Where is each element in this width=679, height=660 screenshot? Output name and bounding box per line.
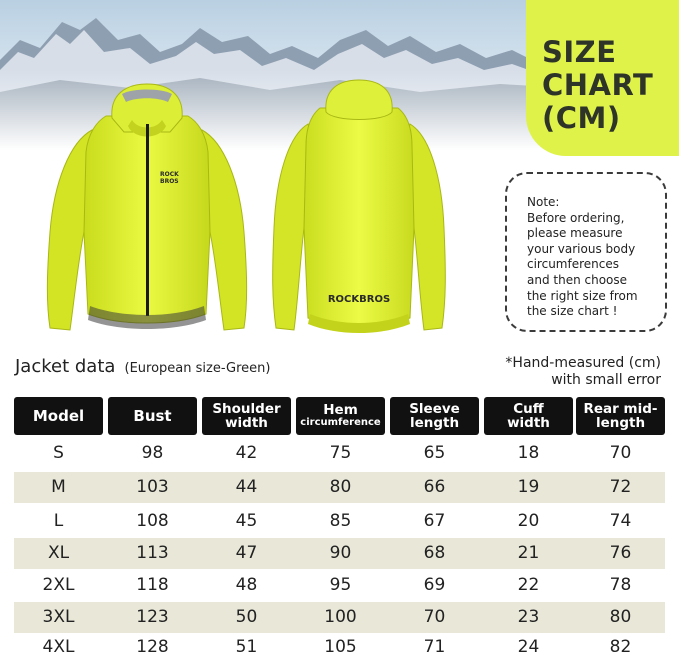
header-label: width [507, 415, 550, 431]
measurement-note [505, 355, 661, 389]
cell-model: 3XL [42, 607, 75, 627]
size-chart-badge [526, 0, 679, 156]
table-subtitle: (European size-Green) [124, 361, 271, 376]
cell-shoulder: 51 [235, 637, 258, 657]
cell-rear: 74 [609, 511, 632, 531]
table-title [15, 356, 270, 377]
cell-bust: 108 [136, 511, 169, 531]
cell-hem: 105 [324, 637, 357, 657]
cell-model: 2XL [42, 575, 75, 595]
header-shoulder-width [202, 397, 291, 435]
note-line: please measure [527, 226, 623, 241]
cell-hem: 95 [329, 575, 352, 595]
jacket-logo-front-line1: ROCK [160, 171, 179, 178]
cell-bust: 98 [141, 443, 164, 463]
table-row [0, 538, 679, 569]
cell-bust: 103 [136, 477, 169, 497]
note-line: the right size from [527, 288, 638, 303]
jacket-logo-front-line2: BROS [160, 178, 179, 185]
cell-cuff: 20 [517, 511, 540, 531]
cell-rear: 78 [609, 575, 632, 595]
header-hem-circumference [296, 397, 385, 435]
note-line: Before ordering, [527, 210, 625, 225]
table-row [0, 570, 679, 601]
note-line: Note: [527, 195, 560, 209]
cell-model: 4XL [42, 637, 75, 657]
cell-sleeve: 68 [423, 543, 446, 563]
header-label: Rear mid- [583, 401, 658, 417]
cell-model: S [53, 443, 64, 463]
measurement-note-line-1: *Hand-measured (cm) [505, 355, 661, 371]
cell-rear: 72 [609, 477, 632, 497]
note-line: and then choose [527, 272, 628, 287]
cell-bust: 113 [136, 543, 169, 563]
jacket-front-image [40, 82, 254, 340]
table-row [0, 602, 679, 633]
cell-cuff: 22 [517, 575, 540, 595]
cell-rear: 82 [609, 637, 632, 657]
table-row [0, 634, 679, 660]
cell-rear: 76 [609, 543, 632, 563]
cell-rear: 70 [609, 443, 632, 463]
cell-bust: 128 [136, 637, 169, 657]
table-row [0, 472, 679, 503]
header-label: circumference [300, 417, 381, 428]
table-row [0, 438, 679, 469]
cell-sleeve: 65 [423, 443, 446, 463]
cell-cuff: 24 [517, 637, 540, 657]
cell-shoulder: 42 [235, 443, 258, 463]
cell-model: XL [47, 543, 70, 563]
note-line: the size chart ! [527, 304, 618, 319]
cell-shoulder: 45 [235, 511, 258, 531]
header-label: Shoulder [212, 401, 281, 417]
badge-line-1: SIZE [542, 35, 617, 69]
cell-shoulder: 47 [235, 543, 258, 563]
cell-model: M [51, 477, 66, 497]
cell-sleeve: 71 [423, 637, 446, 657]
cell-bust: 123 [136, 607, 169, 627]
cell-bust: 118 [136, 575, 169, 595]
cell-hem: 100 [324, 607, 357, 627]
badge-line-3: (CM) [542, 101, 621, 135]
header-cuff-width [484, 397, 573, 435]
cell-hem: 90 [329, 543, 352, 563]
cell-hem: 80 [329, 477, 352, 497]
cell-cuff: 23 [517, 607, 540, 627]
cell-sleeve: 70 [423, 607, 446, 627]
jacket-logo-back: ROCKBROS [327, 294, 391, 305]
note-line: your various body [527, 241, 636, 256]
cell-shoulder: 48 [235, 575, 258, 595]
cell-cuff: 19 [517, 477, 540, 497]
header-bust [108, 397, 197, 435]
measurement-note-line-2: with small error [551, 372, 661, 388]
header-label: Model [32, 407, 85, 425]
header-label: Sleeve [409, 401, 460, 417]
badge-line-2: CHART [542, 68, 654, 102]
header-label: length [595, 415, 646, 431]
cell-hem: 75 [329, 443, 352, 463]
header-label: Hem [323, 402, 358, 418]
header-label: width [225, 415, 268, 431]
header-model [14, 397, 103, 435]
cell-rear: 80 [609, 607, 632, 627]
header-rear-mid-length [576, 397, 665, 435]
note-line: circumferences [527, 257, 619, 272]
note-box [505, 172, 667, 332]
cell-shoulder: 44 [235, 477, 258, 497]
cell-hem: 85 [329, 511, 352, 531]
header-label: Bust [133, 407, 172, 425]
cell-shoulder: 50 [235, 607, 258, 627]
cell-cuff: 21 [517, 543, 540, 563]
table-title-text: Jacket data [15, 356, 116, 377]
header-label: length [409, 415, 460, 431]
header-sleeve-length [390, 397, 479, 435]
cell-cuff: 18 [517, 443, 540, 463]
jacket-back-image [266, 78, 452, 340]
size-table-header [14, 397, 665, 435]
table-row [0, 506, 679, 537]
cell-sleeve: 67 [423, 511, 446, 531]
cell-sleeve: 69 [423, 575, 446, 595]
header-label: Cuff [513, 401, 544, 417]
cell-model: L [53, 511, 64, 531]
cell-sleeve: 66 [423, 477, 446, 497]
